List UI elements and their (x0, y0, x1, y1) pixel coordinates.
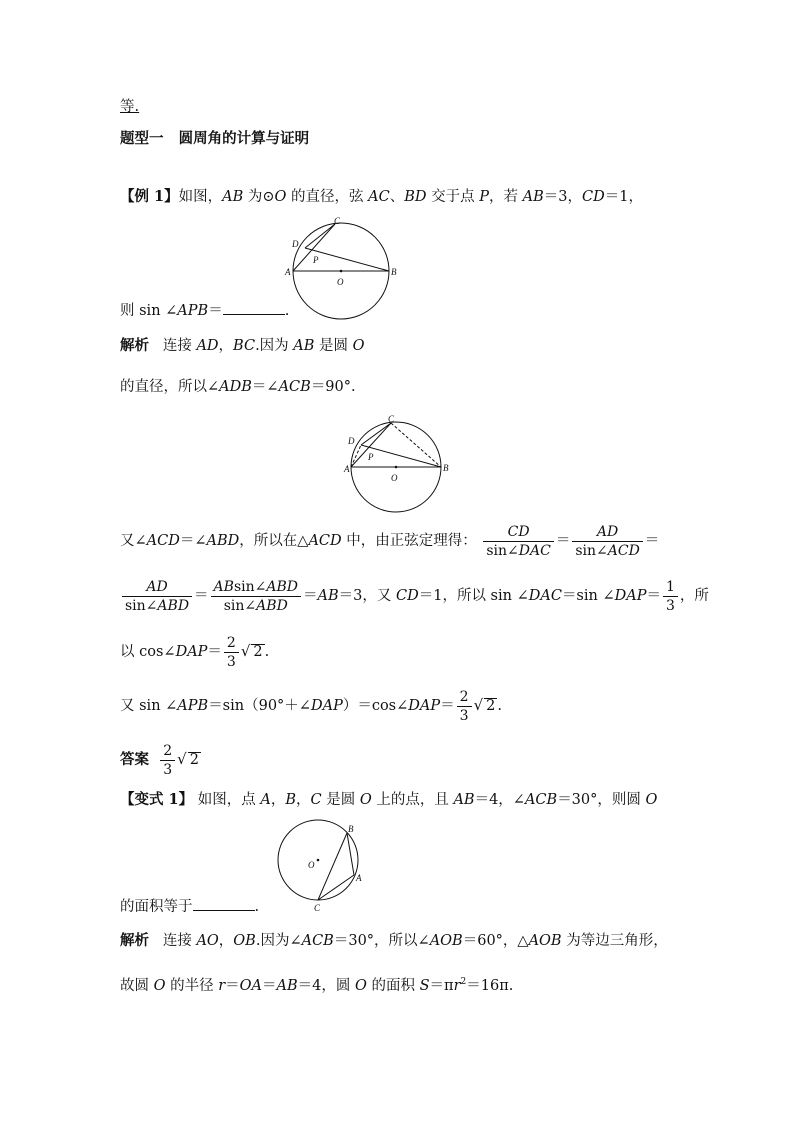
example1-figure (285, 214, 395, 314)
solution1-line1: 解析 连接 AD，BC.因为 AB 是圆 O (120, 337, 365, 354)
section-title: 圆周角的计算与证明 (178, 130, 310, 147)
solution1-figure (343, 412, 453, 512)
section-label: 题型一 (120, 130, 164, 147)
fig2-label-o: O (391, 473, 398, 483)
fig2-label-p: P (368, 452, 374, 462)
section-heading (120, 129, 309, 149)
top-fragment: 等. (120, 99, 140, 115)
fig2-label-c: C (388, 414, 395, 424)
solution1-line6: 又 sin ∠APB＝sin（90°＋∠DAP）＝cos∠DAP＝ $\frac{2}{3}$ √ 2 . (120, 688, 502, 724)
fig3-label-c: C (314, 903, 321, 913)
variant1-question: 【变式 1】 如图，点 A，B，C 是圆 O 上的点，且 AB＝4，∠ACB＝30°，则圆 O (120, 791, 658, 808)
fig1-label-a: A (285, 267, 291, 277)
example1-question: 【例 1】如图，AB 为⊙O 的直径，弦 AC、BD 交于点 P，若 AB＝3，CD＝1， (120, 188, 643, 205)
sqrt-two: 2 (253, 644, 263, 660)
answer1-label: 答案 (120, 751, 149, 768)
example1-ask: 则 sin ∠APB＝ . (120, 300, 289, 321)
fig1-label-p: P (313, 255, 319, 265)
fraction-ad-over-sin-acd: $\frac{AD}{\text{sin∠ACD}}$ (572, 524, 642, 559)
fraction-one-third: $\frac{1}{3}$ (663, 579, 678, 614)
solution1-line5: 以 cos∠DAP＝ $\frac{2}{3}$ √ 2 . (120, 634, 270, 670)
fig3-label-b: B (348, 824, 354, 834)
variant1-tag: 【变式 1】 (120, 791, 194, 808)
variant1-figure (278, 818, 378, 918)
solution1-line4: $\frac{AD}{\text{sin∠ABD}}$ ＝ $\frac{\text{ABsin∠ABD}}{\text{sin∠ABD}}$ ＝AB＝3，又 CD＝1，所以 sin ∠DAC＝sin ∠DAP＝ $\frac{1}{3}$ ，所 (120, 575, 709, 617)
solution1-line3: 又∠ACD＝∠ABD，所以在△ACD 中，由正弦定理得： $\frac{CD}{\text{sin∠DAC}}$ ＝ $\frac{AD}{\text{sin∠ACD}}$ ＝ (120, 523, 660, 559)
fig1-label-b: B (391, 267, 397, 277)
answer-blank (223, 300, 285, 315)
solution2-label: 解析 (120, 932, 149, 949)
fraction-ab-sin-abd-over-sin-abd: $\frac{\text{ABsin∠ABD}}{\text{sin∠ABD}}$ (211, 579, 301, 614)
fig3-label-o: O (308, 860, 315, 870)
fig1-label-c: C (334, 216, 341, 226)
solution2-line1: 解析 连接 AO，OB.因为∠ACB＝30°，所以∠AOB＝60°，△AOB 为等边三角形， (120, 932, 668, 949)
fig1-label-o: O (337, 277, 344, 287)
solution1-line2: 的直径，所以∠ADB＝∠ACB＝90°. (120, 379, 356, 395)
variant-answer-blank (193, 896, 255, 911)
variant1-ask: 的面积等于 . (120, 896, 259, 917)
fig2-label-a: A (344, 464, 350, 474)
fig1-label-d: D (292, 239, 299, 249)
fraction-two-thirds: $\frac{2}{3}$ (224, 635, 239, 670)
example1-tag: 【例 1】 (120, 188, 179, 205)
fraction-cd-over-sin-dac: $\frac{CD}{\text{sin∠DAC}}$ (483, 524, 553, 559)
solution2-line2: 故圆 O 的半径 r＝OA＝AB＝4，圆 O 的面积 $S=\pi r^2=16\pi$. (120, 977, 514, 994)
fig2-label-d: D (348, 436, 355, 446)
fig2-label-b: B (443, 463, 449, 473)
fraction-ad-over-sin-abd: $\frac{AD}{\text{sin∠ABD}}$ (122, 579, 192, 614)
solution1-label: 解析 (120, 337, 149, 354)
answer1: 答案 $\frac{2}{3}$ √ 2 (120, 742, 199, 778)
fig3-label-a: A (356, 873, 362, 883)
